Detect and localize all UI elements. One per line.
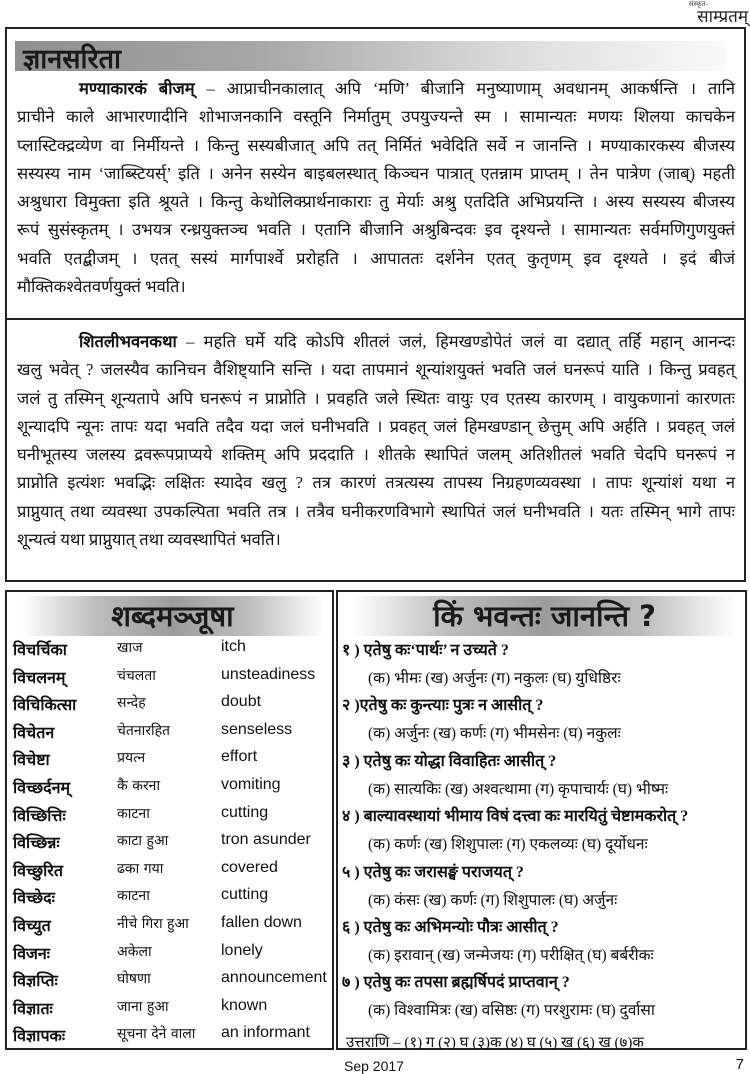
paragraph-line: भवति एतद्बीजम् । एतत् सस्यं मार्गपार्श्वे प्ररोहति । आपाततः दर्शनेन एतत् कुतृणम् इव दृश्यते । इदं बीजं	[17, 248, 735, 268]
paragraph-line: रूपं सुसंस्कृतम् । उभयत्र रन्ध्रयुक्तञ्च भवति । एतानि बीजानि अश्रुबिन्दवः इव दृश्यन्ते । सामान्यतः सर्वमणिगुणयुक्तं	[17, 220, 735, 240]
paragraph-line: प्लास्टिक्द्रव्येण वा निर्मीयन्ते । किन्तु सस्यबीजात् अपि तत् निर्मितं भवेदिति सर्वे न जानन्ति । मण्याकारकस्य बीजस्य	[17, 135, 735, 155]
sanskrit-word: विचेतन	[13, 724, 55, 742]
sanskrit-word: विच्छित्तिः	[13, 807, 66, 825]
quiz-question: ७ ) एतेषु कः तपसा ब्रह्मर्षिपदं प्राप्तवान् ?	[342, 974, 570, 992]
paragraph-line: सस्यस्य नाम ‘जाब्स्टियर्स्’ इति । अनेन सस्येन बाइबलस्थात् किञ्चन पात्रात् एतन्नाम प्राप्तम् । तेन पात्रेण (जाब्) महती	[17, 163, 735, 183]
hindi-meaning: सूचना देने वाला	[117, 1026, 196, 1043]
hindi-meaning: अकेला	[117, 943, 152, 960]
hindi-meaning: काटना	[117, 888, 150, 905]
quiz-options: (क) इरावान् (ख) जन्मेजयः (ग) परीक्षित् (घ) बर्बरीकः	[368, 947, 654, 964]
article-heading: शितलीभवनकथा	[79, 332, 177, 351]
quiz-question: १ ) एतेषु कः‘पार्थः’ न उच्यते ?	[342, 642, 509, 659]
shabdamanjusha-title: शब्दमञ्जूषा	[111, 599, 234, 633]
paragraph-text: – आप्राचीनकालात् अपि ‘मणि’ बीजानि मनुष्याणाम् अवधानम् आकर्षन्ति । तानि	[194, 79, 735, 98]
hindi-meaning: नीचे गिरा हुआ	[117, 916, 189, 932]
paragraph-text: – महति घर्मे यदि कोऽपि शीतलं जलं, हिमखण्डोपेतं जलं वा दद्यात् तर्हि महान् आनन्दः	[176, 332, 735, 351]
footer-date: Sep 2017	[344, 1058, 404, 1074]
hindi-meaning: ढका गया	[117, 860, 164, 877]
article-heading: मण्याकारकं बीजम्	[79, 79, 195, 98]
paragraph-line: खलु भवेत् ? जलस्यैव कानिचन वैशिष्ट्यानि सन्ति । यदा तापमानं शून्यांशयुक्तं भवति जलं घनरूपं याति । किन्तु प्रवहत्	[17, 360, 735, 380]
hindi-meaning: जाना हुआ	[117, 998, 169, 1015]
jnanasarita-title-bar	[15, 41, 725, 75]
masthead-title: साम्प्रतम्	[697, 7, 748, 26]
jnanasarita-title: ज्ञानसरिता	[23, 44, 121, 75]
quiz-options: (क) कंसः (ख) कर्णः (ग) शिशुपालः (घ) अर्जुनः	[368, 891, 618, 909]
sanskrit-word: विच्छर्दनम्	[13, 780, 71, 797]
paragraph-line	[17, 75, 735, 103]
masthead	[689, 0, 748, 27]
jnanasarita-box	[5, 27, 746, 582]
masthead-small: संस्कृत-	[688, 0, 708, 8]
quiz-question: ५ ) एतेषु कः जरासङ्घं पराजयत् ?	[342, 863, 524, 881]
article-manyakarakam-bijam	[17, 75, 735, 301]
english-meaning: cutting	[221, 803, 269, 821]
sanskrit-word: विज्ञप्तिः	[13, 973, 58, 991]
sanskrit-word: विच्छेदः	[13, 890, 55, 908]
paragraph-line: अश्रुधारा विमुक्ता इति श्रूयते । किन्तु केथोलिक्प्रार्थनाकाराः तु मेर्याः अश्रु एतदिति अभिप्रयन्ति । अस्य सस्यस्य बीजस्य	[17, 192, 735, 212]
sanskrit-word: विचर्चिका	[13, 642, 67, 659]
hindi-meaning: घोषणा	[117, 971, 151, 988]
english-meaning: unsteadiness	[221, 665, 316, 683]
hindi-meaning: काटा हुआ	[117, 833, 169, 850]
paragraph-line	[17, 328, 735, 356]
sanskrit-word: विचिकित्सा	[13, 697, 77, 715]
hindi-meaning: खाज	[117, 640, 143, 656]
english-meaning: doubt	[221, 693, 262, 711]
paragraph-line: जलं तु तस्मिन् शून्यतापे अपि घनरूपं न प्राप्नोति । प्रवहति जले स्थितः वायुः एव एतस्य कारणम् । वायुकणानां कारणतः	[17, 388, 735, 408]
article-shitalibhavana-katha	[17, 328, 735, 554]
quiz-options: (क) सात्यकिः (ख) अश्वत्थामा (ग) कृपाचार्यः (घ) भीष्मः	[368, 780, 669, 798]
quiz-options: (क) कर्णः (ख) शिशुपालः (ग) एकलव्यः (घ) दूर्योधनः	[368, 836, 648, 854]
sanskrit-word: विचलनम्	[13, 669, 66, 687]
quiz-question: ४ ) बाल्यावस्थायां भीमाय विषं दत्त्वा कः मारयितुं चेष्टामकरोत् ?	[342, 808, 689, 826]
paragraph-line: मौक्तिकश्वेतवर्णयुक्तं भवति।	[17, 277, 186, 297]
shabdamanjusha-title-bar	[21, 596, 324, 636]
sanskrit-word: विचेष्टा	[13, 752, 50, 770]
english-meaning: known	[221, 996, 268, 1014]
english-meaning: an informant	[221, 1024, 310, 1042]
sanskrit-word: विजनः	[13, 945, 51, 963]
hindi-meaning: चंचलता	[117, 667, 156, 684]
quiz-options: (क) विश्वामित्रः (ख) वसिष्ठः (ग) परशुरामः (घ) दुर्वासा	[368, 1002, 655, 1020]
sanskrit-word: विच्छुरित	[13, 862, 63, 880]
hindi-meaning: सन्देह	[117, 695, 146, 712]
hindi-meaning: चेतनारहित	[117, 722, 171, 739]
english-meaning: lonely	[221, 941, 263, 959]
english-meaning: effort	[221, 748, 258, 766]
english-meaning: itch	[221, 638, 246, 655]
english-meaning: cutting	[221, 886, 269, 904]
shabdamanjusha-box	[5, 590, 334, 1050]
quiz-question: ६ ) एतेषु कः अभिमन्योः पौत्रः आसीत् ?	[342, 919, 559, 936]
english-meaning: covered	[221, 858, 278, 876]
quiz-question: ३ ) एतेषु कः योद्धा विवाहितः आसीत् ?	[342, 752, 557, 770]
paragraph-line: शून्यादपि न्यूनः तापः यदा भवति तदैव यदा जलं घनीभवति । प्रवहत् जलं हिमखण्डान् छेत्तुम् अपि अर्हति । प्रवहत् जलं	[17, 416, 735, 436]
paragraph-line: घनीभूतस्य जलस्य द्रवरूपप्राप्यये शक्तिम् अपि प्रददाति । शीतके स्थापितं जलम् अतिशीतलं भवति चेदपि घनरूपं न	[17, 445, 735, 465]
quiz-answers: उत्तराणि – (१) ग (२) घ (३)क (४) घ (५) ख (६) ख (७)क	[346, 1035, 644, 1051]
sanskrit-word: विज्ञातः	[13, 1000, 53, 1018]
quiz-title: किं भवन्तः जानन्ति ?	[433, 599, 656, 633]
english-meaning: fallen down	[221, 914, 302, 931]
section-divider	[7, 318, 744, 320]
paragraph-line: शून्यत्वं यथा प्राप्नुयात् तथा व्यवस्थापितं भवति।	[17, 530, 281, 550]
english-meaning: tron asunder	[221, 831, 311, 849]
quiz-question: २ )एतेषु कः कुन्त्याः पुत्रः न आसीत् ?	[342, 697, 544, 715]
english-meaning: vomiting	[221, 776, 281, 793]
quiz-options: (क) भीमः (ख) अर्जुनः (ग) नकुलः (घ) युधिष्ठिरः	[368, 670, 621, 687]
sanskrit-word: विच्छिन्नः	[13, 835, 60, 853]
hindi-meaning: काटना	[117, 805, 150, 822]
hindi-meaning: कै करना	[117, 778, 161, 794]
page-number: 7	[735, 1056, 744, 1073]
sanskrit-word: विच्युत	[13, 918, 51, 935]
hindi-meaning: प्रयत्न	[117, 750, 146, 767]
english-meaning: announcement	[221, 969, 327, 987]
paragraph-line: प्राचीने काले आभारणादीनि शोभाजनकानि वस्तूनि निर्मातुम् उपयुज्यन्ते स्म । सामान्यतः मणयः शिलया काचकेन	[17, 107, 735, 127]
quiz-title-bar	[352, 596, 737, 636]
english-meaning: senseless	[221, 720, 293, 738]
sanskrit-word: विज्ञापकः	[13, 1028, 66, 1046]
paragraph-line: प्राप्नुयात् तथा व्यवस्था उपकल्पिता भवति तत्र । तत्रैव घनीकरणविभागे स्थापितं जलं घनीभवति । यतः तस्मिन् भागे तापः	[17, 501, 735, 521]
paragraph-line: प्राप्नोति इत्यंशः भवद्भिः लक्षितः स्यादेव खलु ? तत्र कारणं तत्रत्यस्य तापस्य निग्रहणव्यवस्था । तापः शून्यांशं यथा न	[17, 473, 735, 493]
quiz-box	[336, 590, 747, 1050]
quiz-options: (क) अर्जुनः (ख) कर्णः (ग) भीमसेनः (घ) नकुलः	[368, 725, 621, 743]
